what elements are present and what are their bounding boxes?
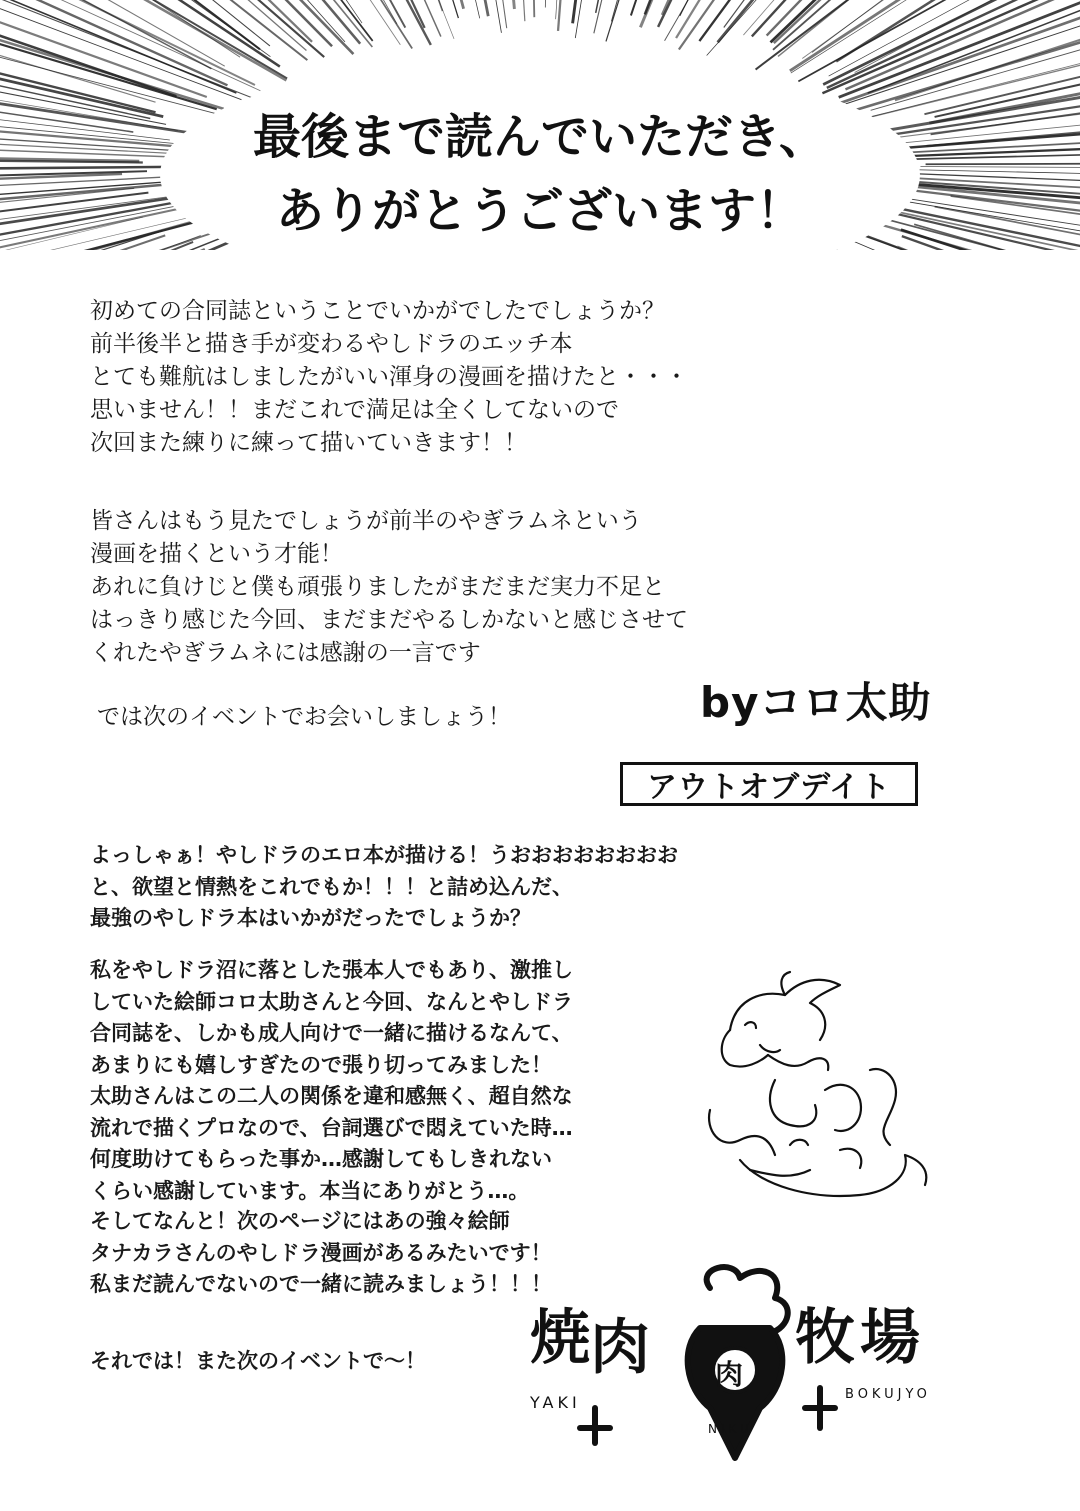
speed-line — [665, 0, 861, 41]
text-line: とても難航はしましたがいい渾身の漫画を描けたと・・・ — [90, 364, 688, 390]
logo-char-1: 焼 — [530, 1303, 590, 1373]
closing-line-2 — [90, 1346, 426, 1378]
speed-line — [22, 0, 312, 42]
speed-line — [845, 0, 1080, 89]
title-line-1: 最後まで読んでいただき、 — [252, 109, 828, 165]
text-line: 前半後半と描き手が変わるやしドラのエッチ本 — [90, 331, 573, 357]
text-line: よっしゃぁ！やしドラのエロ本が描ける！うおおおおおおおお — [90, 843, 678, 867]
text-line: はっきり感じた今回、まだまだやるしかないと感じさせて — [90, 607, 688, 633]
title-line-2: ありがとうございます！ — [275, 183, 804, 239]
text-line: では次のイベントでお会いしましょう！ — [97, 704, 511, 730]
speed-line — [545, 0, 551, 7]
text-line: 最強のやしドラ本はいかがだったでしょうか？ — [90, 906, 531, 930]
text-line: そしてなんと！次のページにはあの強々絵師 — [90, 1209, 510, 1233]
speed-line — [575, 0, 634, 38]
logo-caption-center: NIKU — [708, 1422, 753, 1436]
speed-line — [457, 0, 507, 28]
speed-line — [802, 0, 1080, 59]
text-line: それでは！また次のイベントで〜！ — [90, 1349, 426, 1373]
text-line: 太助さんはこの二人の関係を違和感無く、超自然な — [90, 1084, 573, 1108]
text-line: 合同誌を、しかも成人向けで一緒に描けるなんて、 — [90, 1021, 573, 1045]
yakiniku-bokujyo-logo — [520, 1258, 950, 1498]
message-block-1 — [90, 295, 688, 460]
speed-line — [0, 0, 287, 78]
text-line: 次回また練りに練って描いていきます！！ — [90, 430, 527, 456]
speed-line — [354, 0, 458, 18]
text-line: していた絵師コロ太助さんと今回、なんとやしドラ — [90, 989, 573, 1014]
speed-line — [0, 0, 241, 100]
text-line: 思いません！！まだこれで満足は全くしてないので — [90, 397, 619, 423]
text-line: 初めての合同誌ということでいかがでしたでしょうか？ — [90, 298, 665, 324]
text-line: くれたやぎラムネには感謝の一言です — [90, 640, 481, 666]
speed-line — [558, 0, 586, 31]
speed-lines-bottom-fade — [0, 250, 1080, 290]
text-line: 流れで描くプロなので、台詞選びで悶えていた時… — [90, 1115, 573, 1140]
out-of-date-logo — [620, 762, 918, 806]
message-block-4 — [90, 955, 573, 1207]
text-line: タナカラさんのやしドラ漫画があるみたいです！ — [90, 1240, 552, 1265]
logo-text: アウトオブデイト — [646, 770, 892, 805]
logo-char-4: 場 — [860, 1303, 920, 1373]
closing-line-1 — [97, 701, 511, 734]
speed-line — [596, 0, 664, 13]
text-line: と、欲望と情熱をこれでもか！！！と詰め込んだ、 — [90, 874, 573, 899]
speed-line — [0, 0, 255, 85]
message-block-2 — [90, 505, 688, 670]
page-title — [0, 100, 1080, 248]
text-line: 私をやしドラ沼に落とした張本人でもあり、激推し — [90, 958, 573, 982]
message-block-5 — [90, 1206, 552, 1301]
text-line: あれに負けじと僕も頑張りましたがまだまだ実力不足と — [90, 574, 665, 600]
text-line: くらい感謝しています。本当にありがとう…。 — [90, 1178, 530, 1203]
text-line: 何度助けてもらった事か…感謝してもしきれない — [90, 1147, 552, 1171]
dragon-doodle-illustration — [690, 970, 940, 1220]
logo-caption-left: YAKI — [530, 1393, 581, 1412]
speed-line — [527, 0, 534, 17]
signature-by-korotasuke: byコロ太助 — [700, 678, 932, 727]
logo-char-3: 牧 — [795, 1303, 855, 1373]
text-line: 皆さんはもう見たでしょうが前半のやぎラムネという — [90, 508, 642, 534]
speed-line — [606, 0, 719, 41]
speed-line — [484, 0, 514, 9]
text-line: 漫画を描くという才能！ — [90, 541, 343, 567]
text-line: 私まだ読んでないので一緒に読みましょう！！！ — [90, 1272, 552, 1296]
message-block-3 — [90, 840, 678, 935]
text-line: あまりにも嬉しすぎたので張り切ってみました！ — [90, 1052, 552, 1077]
logo-char-2: 肉 — [590, 1313, 650, 1383]
speed-line — [376, 0, 464, 9]
logo-center-char: 肉 — [715, 1358, 744, 1391]
speed-line — [0, 0, 270, 46]
logo-caption-right: BOKUJYO — [845, 1387, 931, 1402]
